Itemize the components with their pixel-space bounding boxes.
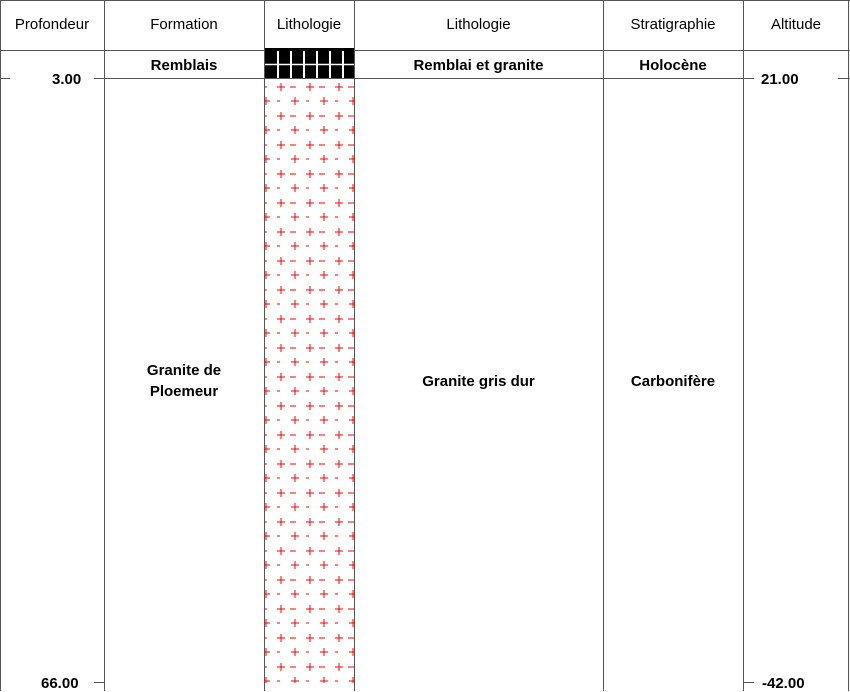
- layer-1-formation: Remblais: [150, 57, 218, 74]
- remblai-pattern: [265, 48, 354, 78]
- altitude-top: 21.00: [761, 71, 799, 88]
- header-altitude: Altitude: [770, 16, 822, 33]
- header-stratigraphie: Stratigraphie: [630, 16, 716, 33]
- header-lithologie-description: Lithologie: [446, 16, 511, 33]
- layer-2-formation-line2: Ploemeur: [149, 383, 219, 400]
- depth-bottom: 66.00: [41, 675, 79, 692]
- layer-1-stratigraphy: Holocène: [639, 57, 707, 74]
- altitude-bottom: -42.00: [762, 675, 805, 692]
- granite-pattern: [265, 79, 354, 683]
- header-lithologie-pattern: Lithologie: [276, 16, 342, 33]
- depth-top: 3.00: [52, 71, 82, 88]
- layer-2-stratigraphy: Carbonifère: [630, 373, 716, 390]
- header-profondeur: Profondeur: [14, 16, 90, 33]
- header-formation: Formation: [150, 16, 218, 33]
- layer-2-formation-line1: Granite de: [146, 362, 222, 379]
- layer-1-lithology: Remblai et granite: [413, 57, 544, 74]
- layer-2-lithology: Granite gris dur: [422, 373, 535, 390]
